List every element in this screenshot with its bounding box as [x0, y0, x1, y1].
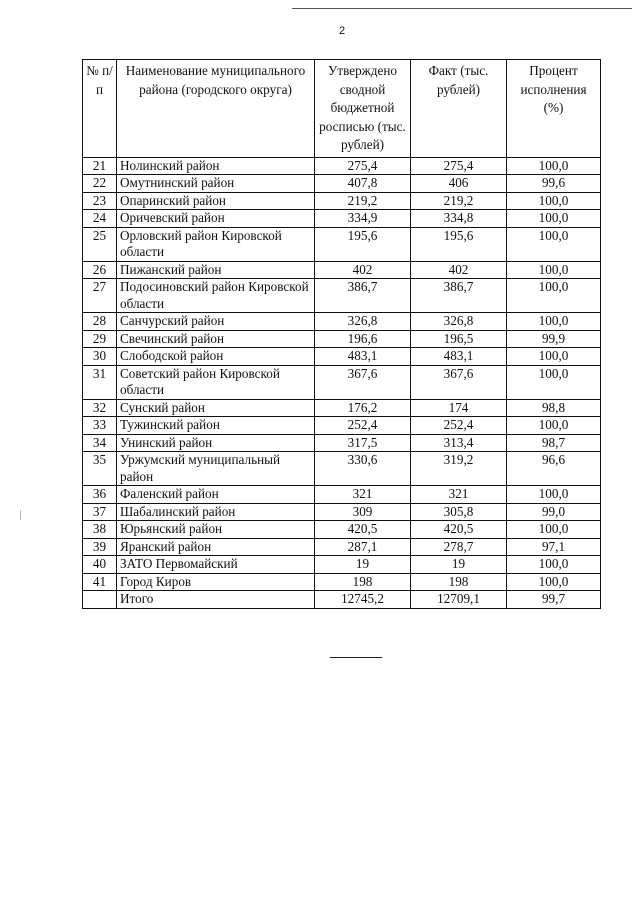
cell-num: 29	[83, 330, 117, 348]
cell-percent: 100,0	[507, 573, 601, 591]
table-row	[83, 486, 601, 504]
table-header	[83, 60, 601, 158]
cell-approved: 330,6	[315, 452, 411, 486]
cell-percent: 100,0	[507, 313, 601, 331]
scan-edge-mark	[20, 510, 21, 520]
cell-name: Орловский район Кировской области	[117, 227, 315, 261]
cell-fact: 313,4	[411, 434, 507, 452]
cell-num: 37	[83, 503, 117, 521]
cell-approved: 196,6	[315, 330, 411, 348]
total-percent: 99,7	[507, 591, 601, 609]
header-percent: Процент исполнения (%)	[507, 60, 601, 158]
cell-num: 30	[83, 348, 117, 366]
cell-fact: 275,4	[411, 157, 507, 175]
total-num	[83, 591, 117, 609]
cell-percent: 97,1	[507, 538, 601, 556]
cell-percent: 100,0	[507, 192, 601, 210]
cell-approved: 420,5	[315, 521, 411, 539]
cell-num: 25	[83, 227, 117, 261]
cell-percent: 100,0	[507, 279, 601, 313]
cell-num: 24	[83, 210, 117, 228]
cell-approved: 317,5	[315, 434, 411, 452]
total-name: Итого	[117, 591, 315, 609]
cell-approved: 195,6	[315, 227, 411, 261]
cell-approved: 219,2	[315, 192, 411, 210]
cell-name: Юрьянский район	[117, 521, 315, 539]
cell-name: Нолинский район	[117, 157, 315, 175]
cell-percent: 100,0	[507, 365, 601, 399]
table-row	[83, 192, 601, 210]
cell-percent: 100,0	[507, 261, 601, 279]
cell-fact: 278,7	[411, 538, 507, 556]
cell-fact: 305,8	[411, 503, 507, 521]
header-fact: Факт (тыс. рублей)	[411, 60, 507, 158]
cell-fact: 483,1	[411, 348, 507, 366]
cell-fact: 406	[411, 175, 507, 193]
page-number: 2	[338, 25, 346, 37]
header-name: Наименование муниципального района (городского округа)	[117, 60, 315, 158]
cell-name: Пижанский район	[117, 261, 315, 279]
table-row	[83, 227, 601, 261]
cell-approved: 483,1	[315, 348, 411, 366]
total-fact: 12709,1	[411, 591, 507, 609]
cell-percent: 99,6	[507, 175, 601, 193]
cell-approved: 309	[315, 503, 411, 521]
cell-fact: 319,2	[411, 452, 507, 486]
table-row	[83, 175, 601, 193]
cell-fact: 367,6	[411, 365, 507, 399]
cell-fact: 321	[411, 486, 507, 504]
cell-percent: 100,0	[507, 521, 601, 539]
cell-name: Свечинский район	[117, 330, 315, 348]
table-row	[83, 434, 601, 452]
cell-fact: 174	[411, 399, 507, 417]
cell-name: Шабалинский район	[117, 503, 315, 521]
cell-num: 32	[83, 399, 117, 417]
cell-fact: 334,8	[411, 210, 507, 228]
cell-name: Слободской район	[117, 348, 315, 366]
cell-fact: 19	[411, 556, 507, 574]
cell-num: 22	[83, 175, 117, 193]
cell-num: 39	[83, 538, 117, 556]
cell-fact: 198	[411, 573, 507, 591]
table-row	[83, 279, 601, 313]
cell-percent: 98,8	[507, 399, 601, 417]
cell-name: Уржумский муниципальный район	[117, 452, 315, 486]
cell-approved: 275,4	[315, 157, 411, 175]
cell-name: Яранский район	[117, 538, 315, 556]
cell-percent: 99,9	[507, 330, 601, 348]
header-num: № п/п	[83, 60, 117, 158]
cell-name: Тужинский район	[117, 417, 315, 435]
cell-num: 38	[83, 521, 117, 539]
cell-num: 31	[83, 365, 117, 399]
cell-num: 41	[83, 573, 117, 591]
cell-name: Оричевский район	[117, 210, 315, 228]
table-row	[83, 330, 601, 348]
cell-fact: 402	[411, 261, 507, 279]
cell-approved: 252,4	[315, 417, 411, 435]
cell-num: 34	[83, 434, 117, 452]
header-row	[83, 60, 601, 158]
budget-execution-table	[82, 59, 601, 609]
cell-percent: 96,6	[507, 452, 601, 486]
total-row	[83, 591, 601, 609]
cell-num: 21	[83, 157, 117, 175]
cell-approved: 321	[315, 486, 411, 504]
cell-fact: 386,7	[411, 279, 507, 313]
cell-fact: 326,8	[411, 313, 507, 331]
cell-percent: 100,0	[507, 417, 601, 435]
total-approved: 12745,2	[315, 591, 411, 609]
cell-fact: 252,4	[411, 417, 507, 435]
table-row	[83, 210, 601, 228]
cell-name: Сунский район	[117, 399, 315, 417]
cell-percent: 99,0	[507, 503, 601, 521]
table-row	[83, 452, 601, 486]
table-body	[83, 157, 601, 608]
table-row	[83, 261, 601, 279]
cell-approved: 402	[315, 261, 411, 279]
cell-approved: 326,8	[315, 313, 411, 331]
table-row	[83, 573, 601, 591]
cell-percent: 100,0	[507, 157, 601, 175]
cell-fact: 196,5	[411, 330, 507, 348]
cell-num: 33	[83, 417, 117, 435]
cell-name: Омутнинский район	[117, 175, 315, 193]
table-row	[83, 503, 601, 521]
table-row	[83, 556, 601, 574]
table-row	[83, 417, 601, 435]
cell-num: 40	[83, 556, 117, 574]
cell-percent: 100,0	[507, 227, 601, 261]
cell-percent: 100,0	[507, 486, 601, 504]
table-row	[83, 521, 601, 539]
bottom-rule	[330, 657, 382, 658]
cell-num: 27	[83, 279, 117, 313]
cell-approved: 176,2	[315, 399, 411, 417]
table-row	[83, 399, 601, 417]
cell-approved: 334,9	[315, 210, 411, 228]
cell-name: Опаринский район	[117, 192, 315, 210]
cell-fact: 195,6	[411, 227, 507, 261]
table-row	[83, 157, 601, 175]
cell-percent: 98,7	[507, 434, 601, 452]
cell-name: Подосиновский район Кировской области	[117, 279, 315, 313]
cell-percent: 100,0	[507, 556, 601, 574]
cell-approved: 19	[315, 556, 411, 574]
cell-num: 35	[83, 452, 117, 486]
cell-percent: 100,0	[507, 210, 601, 228]
cell-num: 28	[83, 313, 117, 331]
table-row	[83, 348, 601, 366]
header-approved: Утверждено сводной бюджетной росписью (тыс. рублей)	[315, 60, 411, 158]
table-row	[83, 538, 601, 556]
cell-approved: 407,8	[315, 175, 411, 193]
cell-percent: 100,0	[507, 348, 601, 366]
cell-num: 23	[83, 192, 117, 210]
cell-approved: 198	[315, 573, 411, 591]
cell-fact: 219,2	[411, 192, 507, 210]
cell-name: Санчурский район	[117, 313, 315, 331]
cell-name: Город Киров	[117, 573, 315, 591]
cell-num: 26	[83, 261, 117, 279]
top-rule	[292, 8, 632, 9]
table-row	[83, 365, 601, 399]
table-row	[83, 313, 601, 331]
cell-name: Советский район Кировской области	[117, 365, 315, 399]
cell-name: Фаленский район	[117, 486, 315, 504]
cell-num: 36	[83, 486, 117, 504]
cell-name: ЗАТО Первомайский	[117, 556, 315, 574]
cell-fact: 420,5	[411, 521, 507, 539]
cell-approved: 386,7	[315, 279, 411, 313]
cell-approved: 287,1	[315, 538, 411, 556]
cell-approved: 367,6	[315, 365, 411, 399]
cell-name: Унинский район	[117, 434, 315, 452]
